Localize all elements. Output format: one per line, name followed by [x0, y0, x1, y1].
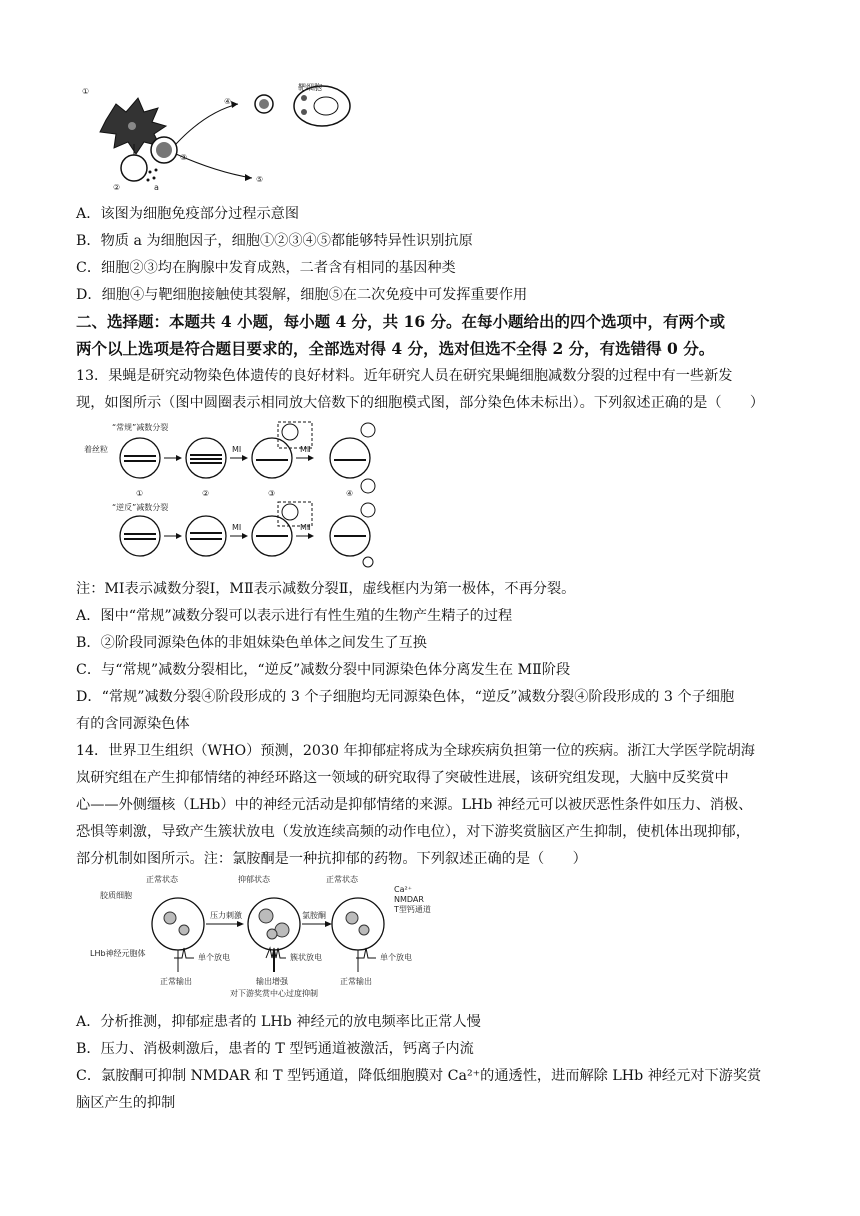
label-burst: 簇状放电 [290, 953, 322, 962]
label-n3: ③ [180, 153, 188, 162]
q13-stem-line2: 现，如图所示（图中圆圈表示相同放大倍数下的细胞模式图，部分染色体未标出）。下列叙述正确的是（ ） [76, 395, 765, 411]
meiosis-figure [82, 418, 392, 568]
label-stage4: ④ [346, 489, 354, 498]
label-n4: ④ [224, 97, 232, 106]
q12-option-a: A．该图为细胞免疫部分过程示意图 [76, 206, 300, 222]
q14-stem-line3: 心——外侧缰核（LHb）中的神经元活动是抑郁情绪的来源。LHb 神经元可以被厌恶性条件如压力、消极、 [76, 797, 753, 813]
label-normal-state: 正常状态 [146, 875, 178, 884]
q12-option-d: D．细胞④与靶细胞接触使其裂解，细胞⑤在二次免疫中可发挥重要作用 [76, 287, 528, 303]
label-stage1: ① [136, 489, 144, 498]
q14-option-a: A．分析推测，抑郁症患者的 LHb 神经元的放电频率比正常人慢 [76, 1014, 481, 1030]
label-reverse-meiosis: “逆反”减数分裂 [112, 503, 169, 512]
label-centromere: 着丝粒 [84, 445, 108, 454]
label-normal-state-2: 正常状态 [326, 875, 358, 884]
label-depressed-state: 抑郁状态 [238, 875, 270, 884]
label-output-1: 正常输出 [160, 977, 192, 986]
label-m2-bottom: MⅡ [300, 523, 311, 532]
q13-option-a: A．图中“常规”减数分裂可以表示进行有性生殖的生物产生精子的过程 [76, 608, 513, 624]
label-stage3: ③ [268, 489, 276, 498]
legend-ca: Ca²⁺ [394, 885, 412, 894]
q14-stem-line5: 部分机制如图所示。注：氯胺酮是一种抗抑郁的药物。下列叙述正确的是（ ） [76, 851, 587, 867]
q13-option-d-line1: D．“常规”减数分裂④阶段形成的 3 个子细胞均无同源染色体，“逆反”减数分裂④阶段形成的 3 个子细胞 [76, 689, 735, 705]
q14-stem-line4: 恐惧等刺激，导致产生簇状放电（发放连续高频的动作电位），对下游奖赏脑区产生抑制，使机体出现抑郁， [76, 824, 750, 840]
legend-nmdar: NMDAR [394, 895, 424, 904]
section2-heading-line1: 二、选择题：本题共 4 小题，每小题 4 分，共 16 分。在每小题给出的四个选项中，有两个或 [76, 312, 726, 331]
label-n1: ① [82, 87, 90, 96]
label-single-1: 单个放电 [198, 953, 230, 962]
label-n5: ⑤ [256, 175, 264, 184]
label-over-inhibition: 对下游奖赏中心过度抑制 [230, 989, 318, 998]
lhb-neuron-figure [90, 872, 470, 1002]
label-n2: ② [113, 183, 121, 192]
label-glia: 胶质细胞 [100, 891, 132, 900]
legend-t-channel: T型钙通道 [394, 905, 431, 914]
q13-stem-line1: 13．果蝇是研究动物染色体遗传的良好材料。近年研究人员在研究果蝇细胞减数分裂的过程中有一些新发 [76, 368, 733, 384]
q14-stem-line2: 岚研究组在产生抑郁情绪的神经环路这一领域的研究取得了突破性进展，该研究组发现，大脑中反奖赏中 [76, 770, 729, 786]
section2-heading-line2: 两个以上选项是符合题目要求的，全部选对得 4 分，选对但选不全得 2 分，有选错得 0 分。 [76, 339, 715, 358]
label-lhb: LHb神经元胞体 [90, 949, 146, 958]
q14-option-c-line1: C．氯胺酮可抑制 NMDAR 和 T 型钙通道，降低细胞膜对 Ca²⁺的通透性，进而解除 LHb 神经元对下游奖赏 [76, 1068, 762, 1084]
q14-stem-line1: 14．世界卫生组织（WHO）预测，2030 年抑郁症将成为全球疾病负担第一位的疾病。浙江大学医学院胡海 [76, 743, 755, 759]
label-stage2: ② [202, 489, 210, 498]
label-ketamine: 氯胺酮 [302, 911, 326, 920]
label-single-2: 单个放电 [380, 953, 412, 962]
q14-option-b: B．压力、消极刺激后，患者的 T 型钙通道被激活，钙离子内流 [76, 1041, 474, 1057]
label-output-2: 输出增强 [256, 977, 288, 986]
q14-option-c-line2: 脑区产生的抑制 [76, 1095, 176, 1111]
q13-option-c: C．与“常规”减数分裂相比，“逆反”减数分裂中同源染色体分离发生在 MⅡ阶段 [76, 662, 571, 678]
label-target-cell: 靶细胞 [298, 83, 322, 92]
label-normal-meiosis: “常规”减数分裂 [112, 423, 169, 432]
label-a: a [154, 183, 159, 192]
label-m1-bottom: MⅠ [232, 523, 242, 532]
q13-note: 注：MⅠ表示减数分裂Ⅰ，MⅡ表示减数分裂Ⅱ，虚线框内为第一极体，不再分裂。 [76, 581, 576, 597]
label-m1-top: MⅠ [232, 445, 242, 454]
label-m2-top: MⅡ [300, 445, 311, 454]
q12-option-c: C．细胞②③均在胸腺中发育成熟，二者含有相同的基因种类 [76, 260, 456, 276]
label-output-3: 正常输出 [340, 977, 372, 986]
q13-option-d-line2: 有的含同源染色体 [76, 716, 190, 732]
immune-figure [76, 82, 366, 194]
q12-option-b: B．物质 a 为细胞因子，细胞①②③④⑤都能够特异性识别抗原 [76, 233, 473, 249]
q13-option-b: B．②阶段同源染色体的非姐妹染色单体之间发生了互换 [76, 635, 427, 651]
label-stress: 压力刺激 [210, 911, 242, 920]
